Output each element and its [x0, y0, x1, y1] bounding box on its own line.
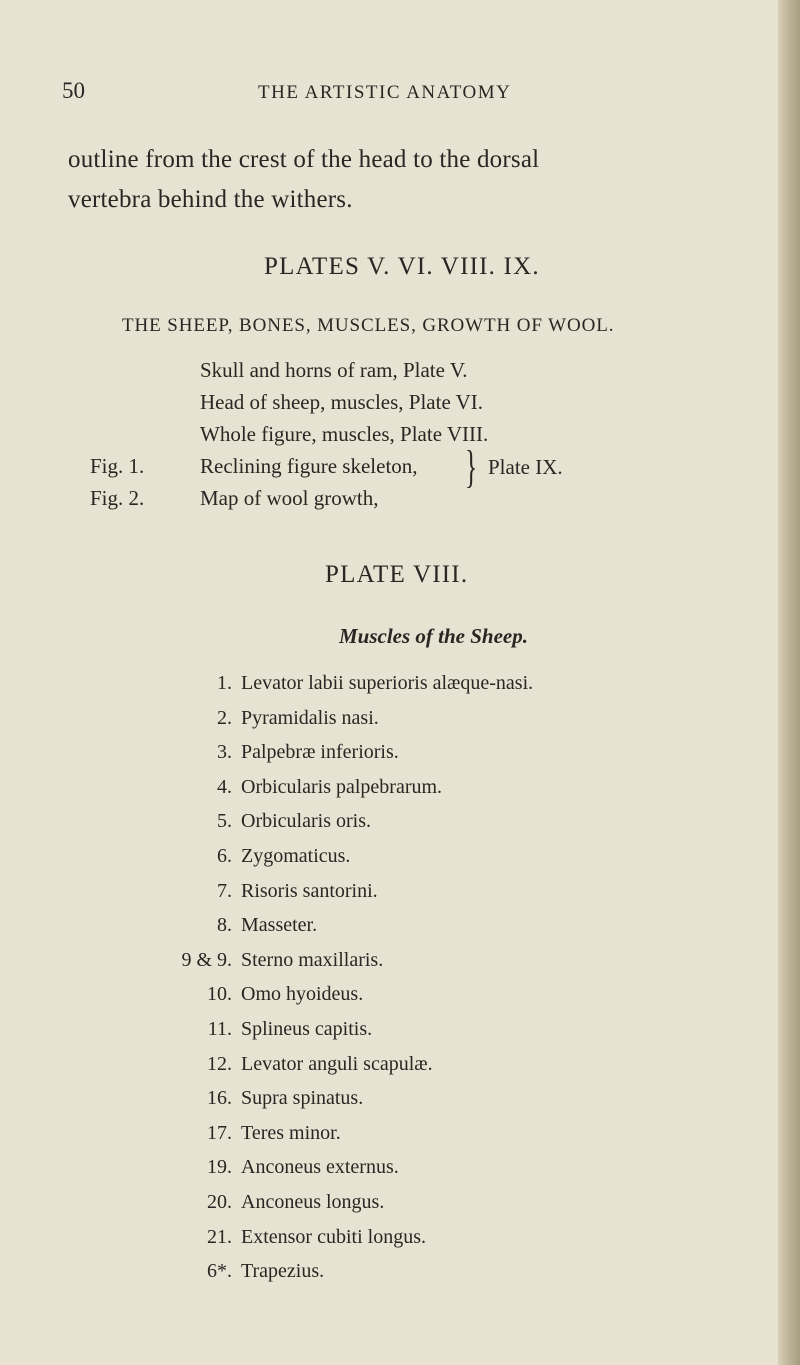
- muscle-item: [0, 672, 800, 700]
- muscle-item: [0, 845, 800, 873]
- muscle-name: Zygomaticus.: [241, 845, 351, 867]
- muscle-item: [0, 776, 800, 804]
- intro-line: vertebra behind the withers.: [68, 186, 353, 213]
- muscle-item: [0, 1191, 800, 1219]
- plate-entry: Skull and horns of ram, Plate V.: [200, 358, 468, 382]
- muscle-name: Palpebræ inferioris.: [241, 741, 399, 764]
- intro-line: outline from the crest of the head to the dorsal: [68, 146, 540, 173]
- muscle-item: [0, 741, 800, 769]
- muscle-number: 6*.: [207, 1260, 232, 1283]
- muscle-name: Orbicularis palpebrarum.: [241, 775, 443, 798]
- figures-plate-ref: Plate IX.: [488, 455, 563, 479]
- plate-entry: Whole figure, muscles, Plate VIII.: [200, 422, 489, 446]
- muscle-name: Omo hyoideus.: [241, 983, 364, 1006]
- muscle-item: [0, 1122, 800, 1150]
- muscle-number: 21.: [207, 1225, 232, 1248]
- muscle-item: [0, 914, 800, 942]
- muscle-item: [0, 1018, 800, 1046]
- plates-heading: PLATES V. VI. VIII. IX.: [264, 253, 540, 280]
- muscle-name: Extensor cubiti longus.: [241, 1225, 426, 1248]
- muscle-name: Supra spinatus.: [241, 1087, 364, 1110]
- muscle-item: [0, 707, 800, 735]
- muscle-name: Anconeus longus.: [241, 1191, 385, 1213]
- muscle-name: Risoris santorini.: [241, 879, 378, 902]
- muscle-number: 16.: [207, 1087, 232, 1110]
- muscle-number: 20.: [207, 1191, 232, 1213]
- muscle-name: Teres minor.: [241, 1121, 341, 1144]
- muscle-number: 5.: [217, 810, 232, 833]
- muscle-item: [0, 880, 800, 908]
- muscle-name: Trapezius.: [241, 1260, 325, 1283]
- muscle-number: 6.: [217, 845, 232, 867]
- muscle-number: 4.: [217, 775, 232, 798]
- muscle-number: 1.: [217, 672, 232, 694]
- muscle-number: 2.: [217, 706, 232, 729]
- muscle-name: Anconeus externus.: [241, 1156, 399, 1179]
- muscle-number: 9 & 9.: [181, 948, 232, 971]
- plate-subtitle: Muscles of the Sheep.: [339, 624, 528, 648]
- muscle-name: Splineus capitis.: [241, 1018, 373, 1040]
- muscle-item: [0, 1156, 800, 1184]
- muscle-item: [0, 810, 800, 838]
- muscle-number: 10.: [207, 983, 232, 1006]
- figure-number: Fig. 2.: [90, 486, 145, 510]
- muscle-name: Levator anguli scapulæ.: [241, 1052, 433, 1075]
- muscle-item: [0, 983, 800, 1011]
- plate-entry: Head of sheep, muscles, Plate VI.: [200, 390, 484, 414]
- muscle-number: 17.: [207, 1121, 232, 1144]
- muscle-name: Masseter.: [241, 914, 318, 937]
- section-heading: THE SHEEP, BONES, MUSCLES, GROWTH OF WOOL.: [122, 315, 615, 336]
- running-title: THE ARTISTIC ANATOMY: [258, 82, 512, 103]
- muscle-number: 19.: [207, 1156, 232, 1179]
- muscle-name: Pyramidalis nasi.: [241, 706, 379, 729]
- muscle-item: [0, 949, 800, 977]
- muscle-item: [0, 1053, 800, 1081]
- figure-text: Reclining figure skeleton,: [200, 454, 418, 478]
- muscle-item: [0, 1226, 800, 1254]
- brace-icon: }: [465, 441, 478, 492]
- muscle-number: 11.: [207, 1018, 232, 1040]
- muscle-name: Sterno maxillaris.: [241, 948, 384, 971]
- page-number: 50: [62, 78, 85, 103]
- muscle-item: [0, 1260, 800, 1288]
- muscle-number: 8.: [217, 914, 232, 937]
- muscle-number: 3.: [217, 741, 232, 764]
- muscle-number: 7.: [217, 879, 232, 902]
- plate-heading: PLATE VIII.: [325, 561, 469, 588]
- muscle-number: 12.: [207, 1052, 232, 1075]
- figure-number: Fig. 1.: [90, 454, 145, 478]
- muscle-name: Orbicularis oris.: [241, 810, 371, 833]
- muscle-item: [0, 1087, 800, 1115]
- muscle-name: Levator labii superioris alæque-nasi.: [241, 672, 534, 694]
- figure-text: Map of wool growth,: [200, 486, 379, 510]
